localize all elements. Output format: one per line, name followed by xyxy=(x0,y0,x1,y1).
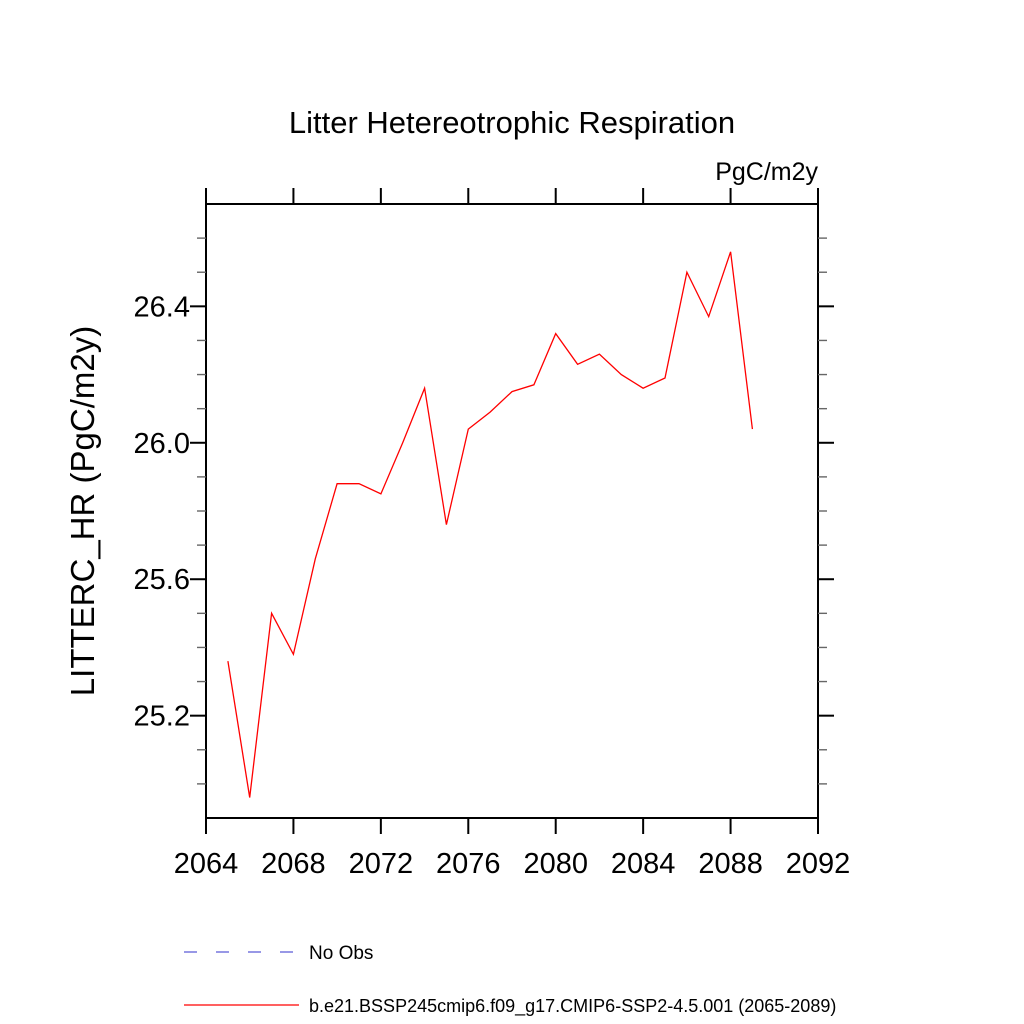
x-axis-tick-label: 2068 xyxy=(261,848,326,880)
x-axis-tick-label: 2072 xyxy=(348,848,414,880)
chart-title: Litter Hetereotrophic Respiration xyxy=(288,105,736,140)
x-axis-tick-label: 2088 xyxy=(698,848,763,880)
plot-frame xyxy=(206,204,818,818)
y-axis-tick-label: 25.2 xyxy=(133,700,190,733)
units-label: PgC/m2y xyxy=(715,158,818,186)
y-axis-tick-label: 26.0 xyxy=(133,427,190,460)
x-axis-tick-label: 2076 xyxy=(436,848,501,880)
y-axis-tick-label: 26.4 xyxy=(133,291,190,324)
x-axis-tick-label: 2064 xyxy=(173,848,239,880)
y-axis-tick-label: 25.6 xyxy=(133,564,190,597)
x-axis-tick-label: 2092 xyxy=(785,848,851,880)
x-axis-tick-label: 2080 xyxy=(523,848,588,880)
y-axis-title: LITTERC_HR (PgC/m2y) xyxy=(64,325,101,697)
plot-area xyxy=(134,188,851,880)
legend-no-obs-label: No Obs xyxy=(309,943,374,964)
legend-series-label: b.e21.BSSP245cmip6.f09_g17.CMIP6-SSP2-4.5.001 (2065-2089) xyxy=(309,996,837,1016)
data-line xyxy=(228,252,753,798)
x-axis-tick-label: 2084 xyxy=(610,848,676,880)
legend xyxy=(184,943,836,1017)
